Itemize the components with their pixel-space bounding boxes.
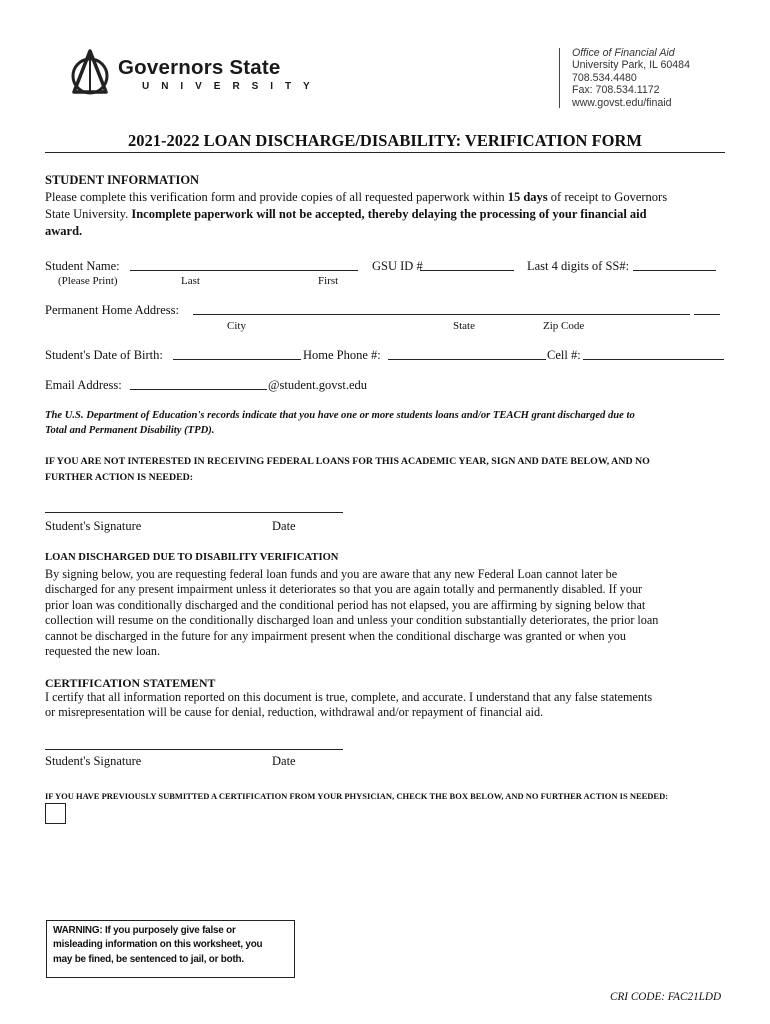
not-interested-notice	[45, 454, 650, 486]
tpd-notice-line-2: Total and Permanent Disability (TPD).	[45, 425, 215, 436]
dob-label: Student's Date of Birth:	[45, 348, 163, 362]
loan-section-heading: LOAN DISCHARGED DUE TO DISABILITY VERIFICATION	[45, 552, 339, 563]
not-interested-line-2: FURTHER ACTION IS NEEDED:	[45, 472, 194, 483]
student-name-label: Student Name:	[45, 259, 120, 273]
loan-line-2: discharged for any present impairment unless it deteriorates so that you are again totally and permanently disabled. If your	[45, 582, 643, 597]
loan-line-6: requested the new loan.	[45, 644, 161, 659]
zip-caption: Zip Code	[543, 320, 585, 332]
email-domain: @student.govst.edu	[268, 378, 368, 392]
student-info-intro	[45, 189, 735, 240]
logo-university: U N I V E R S I T Y	[142, 81, 315, 92]
loan-line-1: By signing below, you are requesting federal loan funds and you are aware that any new Federal Loan cannot later be	[45, 567, 618, 581]
first-name-caption: First	[318, 275, 339, 287]
state-caption: State	[453, 320, 475, 332]
loan-line-4: collection will resume on the conditionally discharged loan and unless your condition substantially deteriorates, the prior loan	[45, 613, 659, 628]
certification-line-2: or misrepresentation will be cause for denial, reduction, withdrawal and/or repayment of financial aid.	[45, 705, 544, 720]
physician-checkbox[interactable]	[45, 803, 66, 824]
address-field-extra[interactable]	[694, 314, 720, 315]
student-name-field[interactable]	[130, 270, 358, 271]
warning-line-1: WARNING: If you purposely give false or	[53, 925, 236, 936]
physician-notice: IF YOU HAVE PREVIOUSLY SUBMITTED A CERTIFICATION FROM YOUR PHYSICIAN, CHECK THE BOX BELOW, AND NO FURTHER ACTION IS NEEDED:	[45, 791, 669, 801]
logo-name: Governors State	[118, 56, 281, 79]
header-divider	[559, 48, 560, 108]
intro-warning-end: award.	[45, 224, 83, 238]
signature-label-1: Student's Signature	[45, 519, 142, 533]
email-field[interactable]	[130, 389, 267, 390]
loan-section-body	[45, 567, 735, 659]
form-title: 2021-2022 LOAN DISCHARGE/DISABILITY: VERIFICATION FORM	[127, 131, 642, 150]
office-website[interactable]: www.govst.edu/finaid	[572, 96, 672, 109]
ssn-last4-field[interactable]	[633, 270, 716, 271]
gsu-id-label: GSU ID #	[372, 259, 423, 273]
warning-line-2: misleading information on this worksheet, you	[53, 939, 263, 951]
cri-code: CRI CODE: FAC21LDD	[610, 991, 722, 1003]
tpd-notice	[45, 408, 635, 438]
home-phone-field[interactable]	[388, 359, 546, 360]
logo	[60, 48, 320, 98]
office-fax: Fax: 708.534.1172	[572, 84, 660, 97]
office-name: Office of Financial Aid	[572, 47, 675, 59]
gsu-id-field[interactable]	[420, 270, 514, 271]
signature-line-1[interactable]	[45, 512, 343, 513]
address-label: Permanent Home Address:	[45, 303, 180, 317]
intro-text-a: Please complete this verification form and provide copies of all requested paperwork within	[45, 190, 508, 204]
student-info-heading: STUDENT INFORMATION	[45, 173, 200, 187]
tpd-notice-line-1: The U.S. Department of Education's records indicate that you have one or more students loans and/or TEACH grant discharged due to	[45, 410, 635, 421]
cell-label: Cell #:	[547, 348, 581, 362]
intro-text-c: State University.	[45, 207, 132, 221]
intro-warning: Incomplete paperwork will not be accepted, thereby delaying the processing of your financial aid	[131, 207, 647, 221]
certification-heading: CERTIFICATION STATEMENT	[45, 676, 216, 690]
not-interested-line-1: IF YOU ARE NOT INTERESTED IN RECEIVING FEDERAL LOANS FOR THIS ACADEMIC YEAR, SIGN AND DATE BELOW, AND NO	[45, 456, 650, 467]
loan-line-3: prior loan was conditionally discharged and the conditional period has not elapsed, you are affirming by signing below that	[45, 597, 646, 612]
certification-line-1: I certify that all information reported on this document is true, complete, and accurate. I understand that any false statements	[45, 690, 653, 704]
intro-days: 15 days	[507, 190, 548, 204]
signature-label-2: Student's Signature	[45, 754, 142, 768]
city-caption: City	[227, 320, 246, 332]
last-name-caption: Last	[181, 275, 200, 287]
warning-line-3: may be fined, be sentenced to jail, or both.	[53, 953, 244, 965]
office-info	[572, 47, 690, 109]
address-field[interactable]	[193, 314, 690, 315]
intro-text-b: of receipt to Governors	[547, 190, 668, 204]
warning-box	[46, 920, 295, 978]
signature-line-2[interactable]	[45, 749, 343, 750]
office-phone: 708.534.4480	[572, 71, 637, 84]
loan-line-5: cannot be discharged in the future for any impairment present when the conditional discharge was granted or when you	[45, 628, 626, 643]
cell-field[interactable]	[583, 359, 724, 360]
please-print-caption: (Please Print)	[58, 275, 118, 287]
email-label: Email Address:	[45, 378, 122, 392]
dob-field[interactable]	[173, 359, 301, 360]
gsu-emblem-icon	[60, 48, 122, 98]
date-label-1: Date	[272, 519, 296, 533]
office-address: University Park, IL 60484	[572, 59, 690, 72]
date-label-2: Date	[272, 754, 296, 768]
certification-body	[45, 690, 735, 721]
title-rule	[45, 152, 725, 153]
home-phone-label: Home Phone #:	[303, 348, 381, 362]
ssn-last4-label: Last 4 digits of SS#:	[527, 259, 630, 273]
